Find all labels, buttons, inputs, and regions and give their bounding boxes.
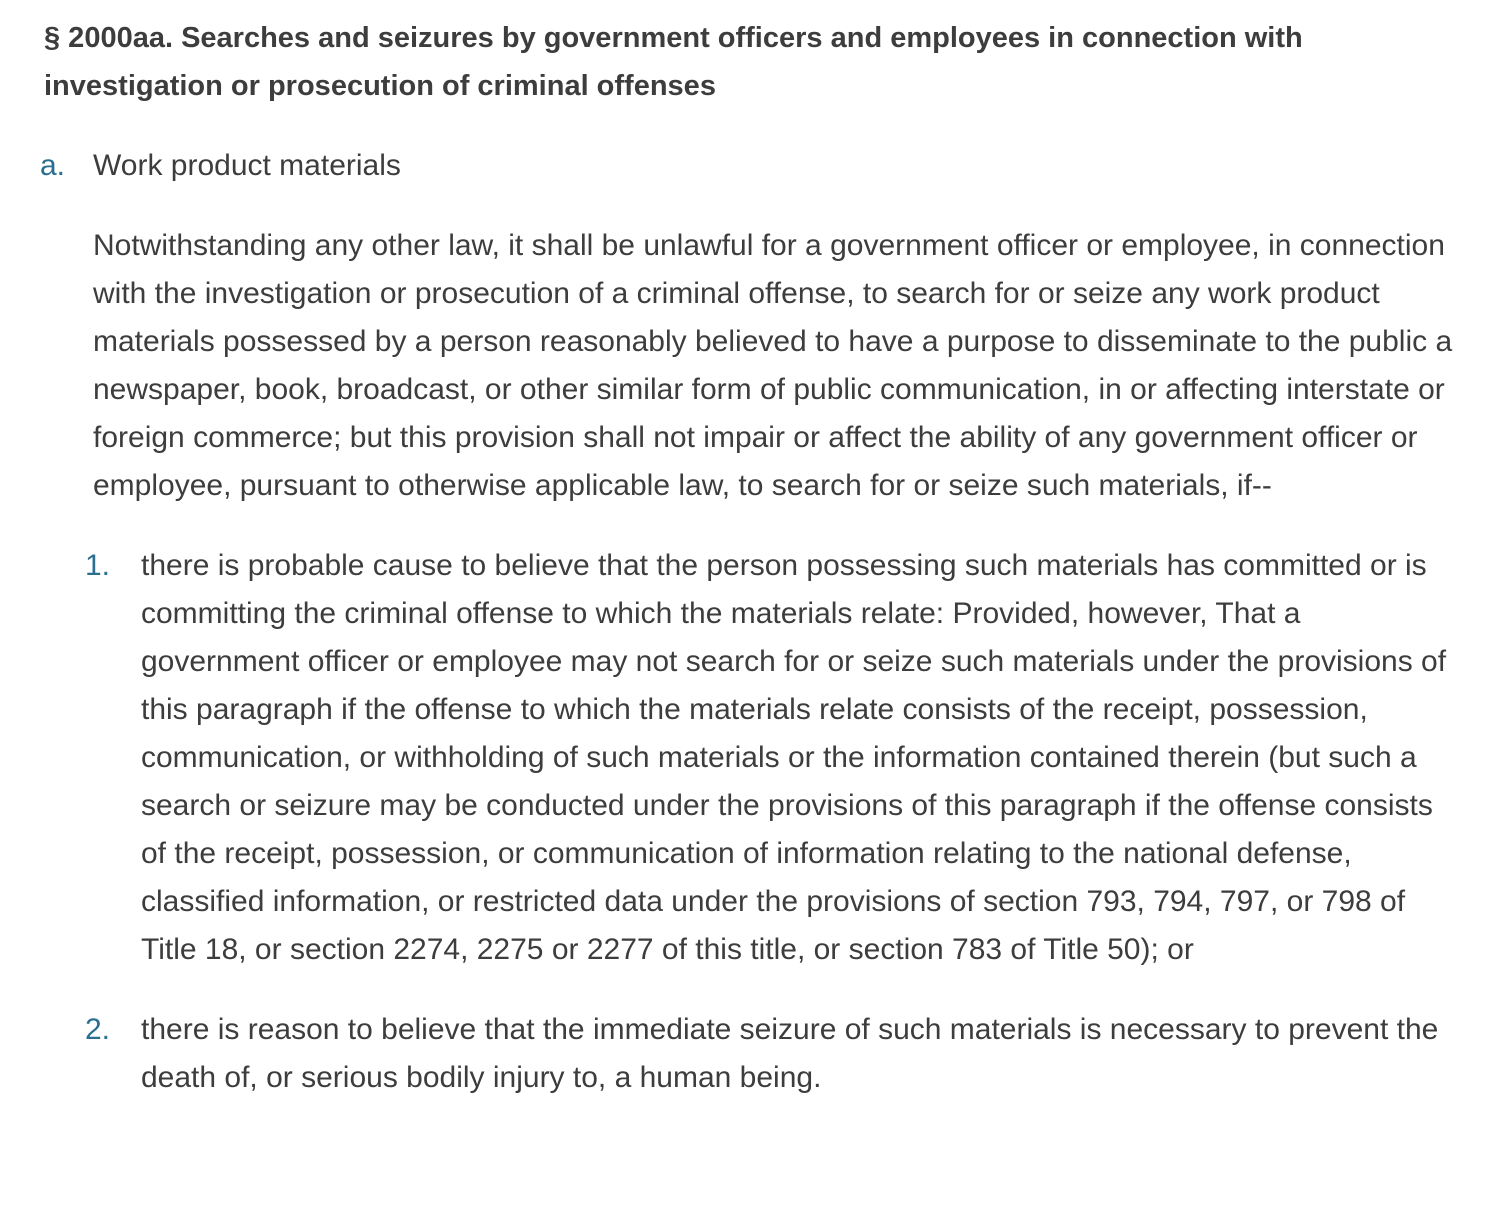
paragraph-number: 2.	[85, 1013, 111, 1046]
paragraph-2	[85, 1006, 1460, 1102]
subsection-body: Notwithstanding any other law, it shall be unlawful for a government officer or employee, in connection with the investigation or prosecution of a criminal offense, to search for or seize any work product materials possessed by a person reasonably believed to have a purpose to disseminate to the public a newspaper, book, broadcast, or other similar form of public communication, in or affecting interstate or foreign commerce; but this provision shall not impair or affect the ability of any government officer or employee, pursuant to otherwise applicable law, to search for or seize such materials, if--	[93, 229, 1453, 502]
subsection-marker: a.	[40, 149, 66, 182]
paragraph-list	[85, 542, 1460, 1102]
paragraph-text: there is probable cause to believe that the person possessing such materials has committed or is committing the criminal offense to which the materials relate: Provided, however, That a government officer or employee may not search for or seize such materials under the provisions of this paragraph if the offense to which the materials relate consists of the receipt, possession, communication, or withholding of such materials or the information contained therein (but such a search or seizure may be conducted under the provisions of this paragraph if the offense consists of the receipt, possession, or communication of information relating to the national defense, classified information, or restricted data under the provisions of section 793, 794, 797, or 798 of Title 18, or section 2274, 2275 or 2277 of this title, or section 783 of Title 50); or	[141, 549, 1447, 966]
paragraph-1	[85, 542, 1460, 974]
paragraph-text: there is reason to believe that the immediate seizure of such materials is necessary to prevent the death of, or serious bodily injury to, a human being.	[141, 1013, 1439, 1094]
subsection-heading: Work product materials	[93, 149, 401, 182]
section-title: § 2000aa. Searches and seizures by government officers and employees in connection with investigation or prosecution of criminal offenses	[44, 22, 1303, 102]
paragraph-number: 1.	[85, 549, 111, 582]
subsection-a	[40, 142, 1460, 1102]
